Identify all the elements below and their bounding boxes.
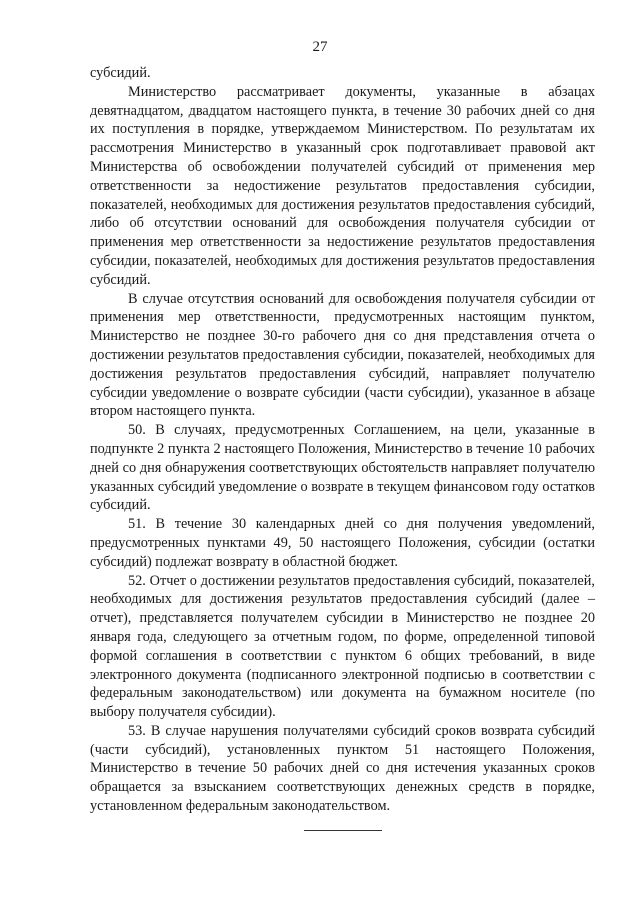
paragraph-continuation: субсидий. [90,65,151,81]
document-body [90,64,595,816]
paragraph-item-53: 53. В случае нарушения получателями субсидий сроков возврата субсидий (части субсидий), установленных пунктом 51 настоящего Положения, Министерство в течение 50 рабочих дней со дня истечения указанных сроков обращается за взысканием соответствующих денежных средств в порядке, установленном федеральным законодательством. [90,722,595,815]
paragraph-no-grounds: В случае отсутствия оснований для освобождения получателя субсидии от применения мер ответственности, предусмотренных настоящим пунктом, Министерство не позднее 30-го рабочего дня со дня представления отчета о достижении результатов предоставления субсидии, показателей, необходимых для достижения результатов предоставления субсидий, направляет получателю субсидии уведомление о возврате субсидии (части субсидии), указанное в абзаце втором настоящего пункта. [90,290,595,420]
paragraph-ministry-review: Министерство рассматривает документы, указанные в абзацах девятнадцатом, двадцатом настоящего пункта, в течение 30 рабочих дней со дня их поступления в порядке, утверждаемом Министерством. По результатам их рассмотрения Министерство в указанный срок подготавливает правовой акт Министерства об освобождении получателей субсидий от применения мер ответственности за недостижение результатов предоставления субсидии, показателей, необходимых для достижения результатов предоставления субсидий, либо об отсутствии оснований для освобождения получателя субсидии от применения мер ответственности за недостижение результатов предоставления субсидии, показателей, необходимых для достижения результатов предоставления субсидий. [90,83,595,288]
paragraph-item-51: 51. В течение 30 календарных дней со дня получения уведомлений, предусмотренных пунктами 49, 50 настоящего Положения, субсидии (остатки субсидий) подлежат возврату в областной бюджет. [90,516,595,570]
end-of-document-line [304,830,382,831]
page-number: 27 [312,39,328,55]
paragraph-item-52: 52. Отчет о достижении результатов предоставления субсидий, показателей, необходимых для достижения результатов предоставления субсидий (далее – отчет), представляется получателем субсидии в Министерство не позднее 20 января года, следующего за отчетным годом, по форме, определенной типовой формой соглашения в соответствии с пунктом 6 общих требований, в виде электронного документа (подписанного электронной подписью в соответствии с федеральным законодательством) или документа на бумажном носителе (по выбору получателя субсидии). [90,572,595,721]
paragraph-item-50: 50. В случаях, предусмотренных Соглашением, на цели, указанные в подпункте 2 пункта 2 настоящего Положения, Министерство в течение 10 рабочих дней со дня обнаружения соответствующих обстоятельств направляет получателю указанных субсидий уведомление о возврате в текущем финансовом году остатков субсидий. [90,422,595,514]
